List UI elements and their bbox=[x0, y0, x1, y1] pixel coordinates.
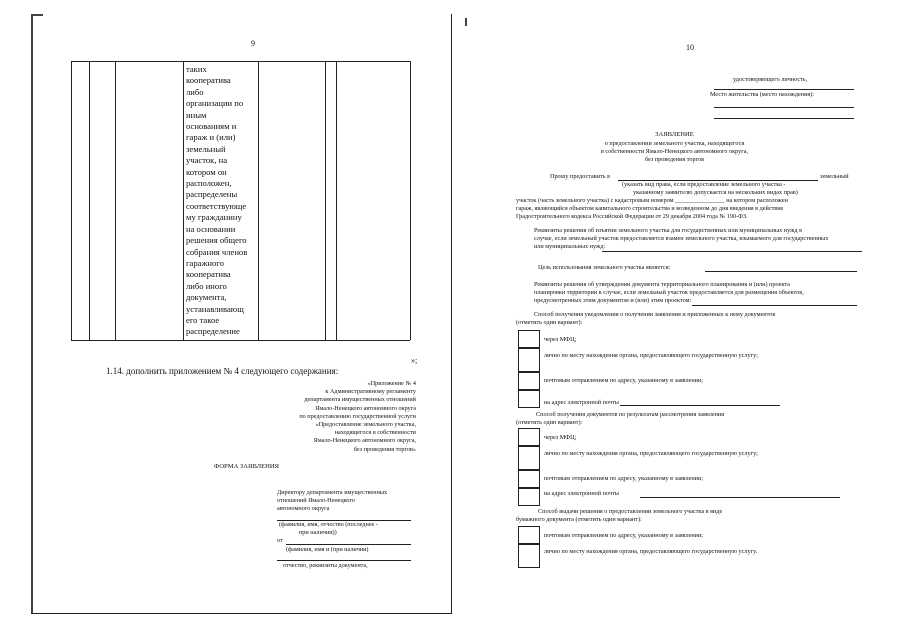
statement-subtitle bbox=[552, 140, 797, 165]
table-cell-line: на основании bbox=[186, 223, 236, 234]
table-cell-line: устанавливающ bbox=[186, 303, 244, 314]
notify-heading: (отметить один вариант): bbox=[516, 319, 583, 326]
closing-mark: »; bbox=[411, 356, 418, 365]
table-cell-line: таких bbox=[186, 64, 207, 74]
scan-edge-right bbox=[465, 18, 467, 26]
planning-paragraph bbox=[516, 281, 861, 306]
docs-option-checkbox[interactable] bbox=[518, 428, 540, 446]
table-cell-line: участок, на bbox=[186, 155, 228, 166]
fio-hint: (фамилия, имя и (при наличии) bbox=[286, 546, 369, 553]
notify-option-checkbox[interactable] bbox=[518, 330, 540, 348]
table-cell-line: решения общего bbox=[186, 235, 247, 246]
fio-hint: отчество, реквизиты документа, bbox=[283, 562, 368, 569]
addressee bbox=[277, 489, 417, 514]
appendix-line: находящегося в собственности bbox=[334, 429, 416, 437]
table-cell-line: кооператива bbox=[186, 75, 231, 86]
purpose-text: Цель использования земельного участка является: bbox=[538, 264, 671, 271]
table-cell-line: организации по bbox=[186, 98, 244, 109]
page-number: 9 bbox=[251, 39, 255, 48]
table-cell-line: распределение bbox=[186, 326, 240, 337]
docs-heading: Способ получения документов по результатам рассмотрения заявления bbox=[536, 411, 725, 418]
scan-edge-bottom bbox=[31, 613, 451, 614]
table-cell-line: му гражданину bbox=[186, 212, 242, 223]
fio-hint: при наличии)) bbox=[299, 529, 337, 536]
paper-heading: Способ выдачи решения о предоставлении земельного участка в виде bbox=[538, 508, 723, 515]
notify-option-label: на адрес электронной почты bbox=[544, 399, 619, 406]
table-cell-line: документа, bbox=[186, 292, 227, 303]
appendix-line: к Административному регламенту bbox=[325, 388, 416, 396]
appendix-line: Ямало-Ненецкого автономного округа bbox=[315, 404, 416, 412]
docs-option-checkbox[interactable] bbox=[518, 470, 540, 488]
docs-option-checkbox[interactable] bbox=[518, 446, 540, 470]
notify-heading: Способ получения уведомления о получении заявления и приложенных к нему документов bbox=[534, 311, 776, 318]
table-cell-line: гараж и (или) bbox=[186, 132, 236, 143]
table-cell-line: либо иного bbox=[186, 280, 227, 291]
docs-option-label: лично по месту нахождения органа, предоставляющего государственную услугу; bbox=[544, 450, 758, 457]
notify-option-label: лично по месту нахождения органа, предоставляющего государственную услугу; bbox=[544, 352, 758, 359]
docs-option-checkbox[interactable] bbox=[518, 488, 540, 506]
paper-option-checkbox[interactable] bbox=[518, 526, 540, 544]
left-page bbox=[0, 0, 452, 640]
appendix-line: «Предоставление земельного участка, bbox=[315, 421, 416, 429]
seizure-line: или муниципальных нужд: bbox=[534, 243, 606, 251]
table-cell-line: котором он bbox=[186, 166, 227, 177]
subtitle-line: в собственности Ямало-Ненецкого автономного округа, bbox=[600, 148, 749, 156]
request-end: земельный bbox=[820, 173, 849, 180]
appendix-line: по предоставлению государственной услуги bbox=[299, 412, 416, 420]
appendix-line: департамента имущественных отношений bbox=[304, 396, 416, 404]
table-cell-line: расположен, bbox=[186, 178, 232, 189]
request-start: Прошу предоставить в bbox=[550, 173, 611, 180]
notify-option-label: через МФЦ; bbox=[544, 336, 577, 343]
addressee-line: Директору департамента имущественных bbox=[277, 489, 388, 496]
item-1-14: 1.14. дополнить приложением № 4 следующего содержания: bbox=[106, 366, 339, 376]
table-cell-line: распределены bbox=[186, 189, 238, 200]
table-cell-line: соответствующе bbox=[186, 200, 247, 211]
from-label: от bbox=[277, 537, 283, 544]
right-page bbox=[452, 0, 905, 640]
planning-line: предусмотренных этим документом и (или) этим проектом: bbox=[534, 297, 692, 305]
cadastral-line: гараж, являющийся объектом капитального строительства и возведенном до дня введения в действие bbox=[516, 205, 784, 213]
scan-edge-left bbox=[31, 14, 33, 614]
appendix-line: Ямало-Ненецкого автономного округа, bbox=[313, 437, 416, 445]
subtitle-line: без проведения торгов bbox=[644, 156, 705, 164]
seizure-paragraph bbox=[516, 227, 861, 252]
table-cell-line: основаниям и bbox=[186, 121, 237, 132]
table-cell-text bbox=[186, 64, 258, 338]
subtitle-line: о предоставлении земельного участка, находящегося bbox=[604, 140, 745, 147]
seizure-line: случае, если земельный участок предоставляется взамен земельного участка, изымаемого для государственных bbox=[534, 235, 829, 243]
cadastral-line: Градостроительного кодекса Российской Федерации от 29 декабря 2004 года № 190-ФЗ. bbox=[516, 213, 748, 221]
docs-heading: (отметить один вариант): bbox=[516, 419, 583, 426]
docs-option-label: на адрес электронной почты bbox=[544, 490, 619, 497]
notify-option-checkbox[interactable] bbox=[518, 372, 540, 390]
id-doc-text: удостоверяющего личность, bbox=[733, 76, 808, 83]
fio-hint: (фамилия, имя, отчество (последнее - bbox=[279, 521, 378, 528]
notify-option-label: почтовым отправлением по адресу, указанному в заявлении; bbox=[544, 377, 703, 384]
statement-title: ЗАЯВЛЕНИЕ bbox=[655, 131, 694, 138]
right-hint: (указать вид права, если предоставление земельного участка - bbox=[622, 181, 786, 188]
table-cell-line: либо bbox=[186, 86, 204, 97]
table-cell-line: иным bbox=[186, 109, 207, 120]
scan-edge-top bbox=[31, 14, 43, 16]
page-number: 10 bbox=[686, 43, 694, 52]
right-hint: указанному заявителю допускается на нескольких видах прав) bbox=[633, 189, 798, 196]
cadastral-paragraph bbox=[516, 197, 861, 222]
paper-option-checkbox[interactable] bbox=[518, 544, 540, 568]
appendix-line: «Приложение № 4 bbox=[367, 380, 416, 387]
docs-option-label: через МФЦ; bbox=[544, 434, 577, 441]
planning-line: Реквизиты решения об утверждении документа территориального планирования и (или) проекта bbox=[534, 281, 790, 288]
cadastral-line: участок (часть земельного участка) с кадастровым номером ________________ на котором расположен bbox=[516, 197, 788, 204]
notify-option-checkbox[interactable] bbox=[518, 348, 540, 372]
form-title: ФОРМА ЗАЯВЛЕНИЯ bbox=[214, 463, 280, 470]
paper-option-label: лично по месту нахождения органа, предоставляющего государственную услугу. bbox=[544, 548, 758, 555]
addressee-line: отношений Ямало-Ненецкого bbox=[277, 497, 356, 505]
appendix-line: без проведения торгов» bbox=[353, 445, 416, 453]
addressee-line: автономного округа bbox=[277, 505, 330, 513]
table-cell-line: кооператива bbox=[186, 269, 231, 280]
appendix-header bbox=[268, 380, 416, 454]
planning-line: планировки территории в случае, если земельный участок предоставляется для размещения объектов, bbox=[534, 289, 804, 297]
seizure-line: Реквизиты решения об изъятии земельного участка для государственных или муниципальных нужд в bbox=[534, 227, 803, 234]
table-cell-line: собрания членов bbox=[186, 246, 248, 257]
paper-heading: бумажного документа (отметить один вариант): bbox=[516, 516, 642, 523]
docs-option-label: почтовым отправлением по адресу, указанному в заявлении; bbox=[544, 475, 703, 482]
notify-option-checkbox[interactable] bbox=[518, 390, 540, 408]
residence-text: Место жительства (место нахождения): bbox=[710, 91, 815, 98]
table-cell-line: гаражного bbox=[186, 257, 224, 268]
table-cell-line: его такое bbox=[186, 314, 220, 325]
paper-option-label: почтовым отправлением по адресу, указанному в заявлении; bbox=[544, 532, 703, 539]
table-cell-line: земельный bbox=[186, 143, 226, 154]
